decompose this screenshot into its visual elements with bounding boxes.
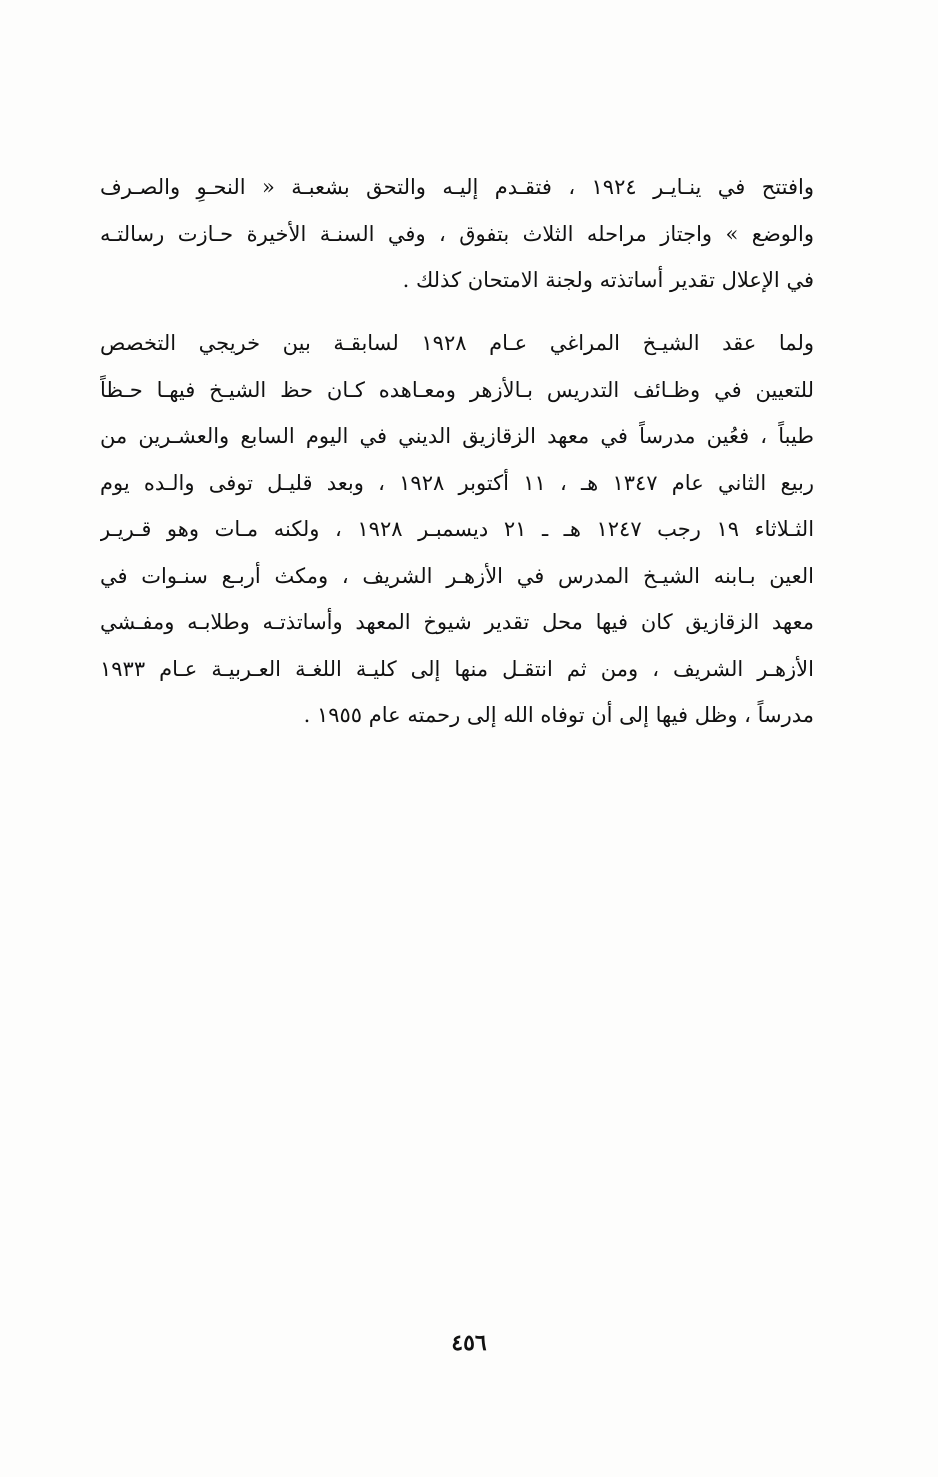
text-line: للتعيين في وظـائف التدريس بـالأزهر ومعـاهده كـان حظ الشيـخ فيهـا حـظاً — [100, 377, 814, 402]
text-line: في الإعلال تقدير أساتذته ولجنة الامتحان كذلك . — [402, 268, 814, 292]
paragraph-2 — [100, 320, 814, 739]
text-line: الثـلاثاء ١٩ رجب ١٢٤٧ هـ ـ ٢١ ديسمبـر ١٩٢٨ ، ولكنه مـات وهو قـريـر — [100, 517, 814, 541]
text-line: طيباً ، فعُين مدرساً في معهد الزقازيق الديني في اليوم السابع والعشـرين من — [100, 424, 814, 448]
text-line: ولما عقد الشيـخ المراغي عـام ١٩٢٨ لسابقـة بين خريجي التخصص — [100, 331, 814, 355]
text-line: العين بـابنه الشيـخ المدرس في الأزهـر الشريف ، ومكث أربـع سنـوات في — [100, 563, 814, 588]
text-line: والوضع » واجتاز مراحله الثلاث بتفوق ، وفي السنـة الأخيرة حـازت رسالتـه — [100, 221, 814, 246]
paragraph-1 — [100, 164, 814, 304]
text-line: ربيع الثاني عام ١٣٤٧ هـ ، ١١ أكتوبر ١٩٢٨ ، وبعد قليـل توفى والـده يوم — [100, 470, 814, 495]
text-line: مدرساً ، وظل فيها إلى أن توفاه الله إلى رحمته عام ١٩٥٥ . — [303, 703, 814, 727]
page-number: ٤٥٦ — [451, 1330, 487, 1356]
text-line: معهد الزقازيق كان فيها محل تقدير شيوخ المعهد وأساتذتـه وطلابـه ومفـشي — [100, 610, 814, 634]
text-line: الأزهـر الشريف ، ومن ثم انتقـل منها إلى كليـة اللغـة العـربيـة عـام ١٩٣٣ — [100, 656, 814, 681]
text-line: وافتتح في ينـايـر ١٩٢٤ ، فتقـدم إليـه والتحق بشعبـة « النحـوِ والصـرف — [100, 175, 814, 199]
